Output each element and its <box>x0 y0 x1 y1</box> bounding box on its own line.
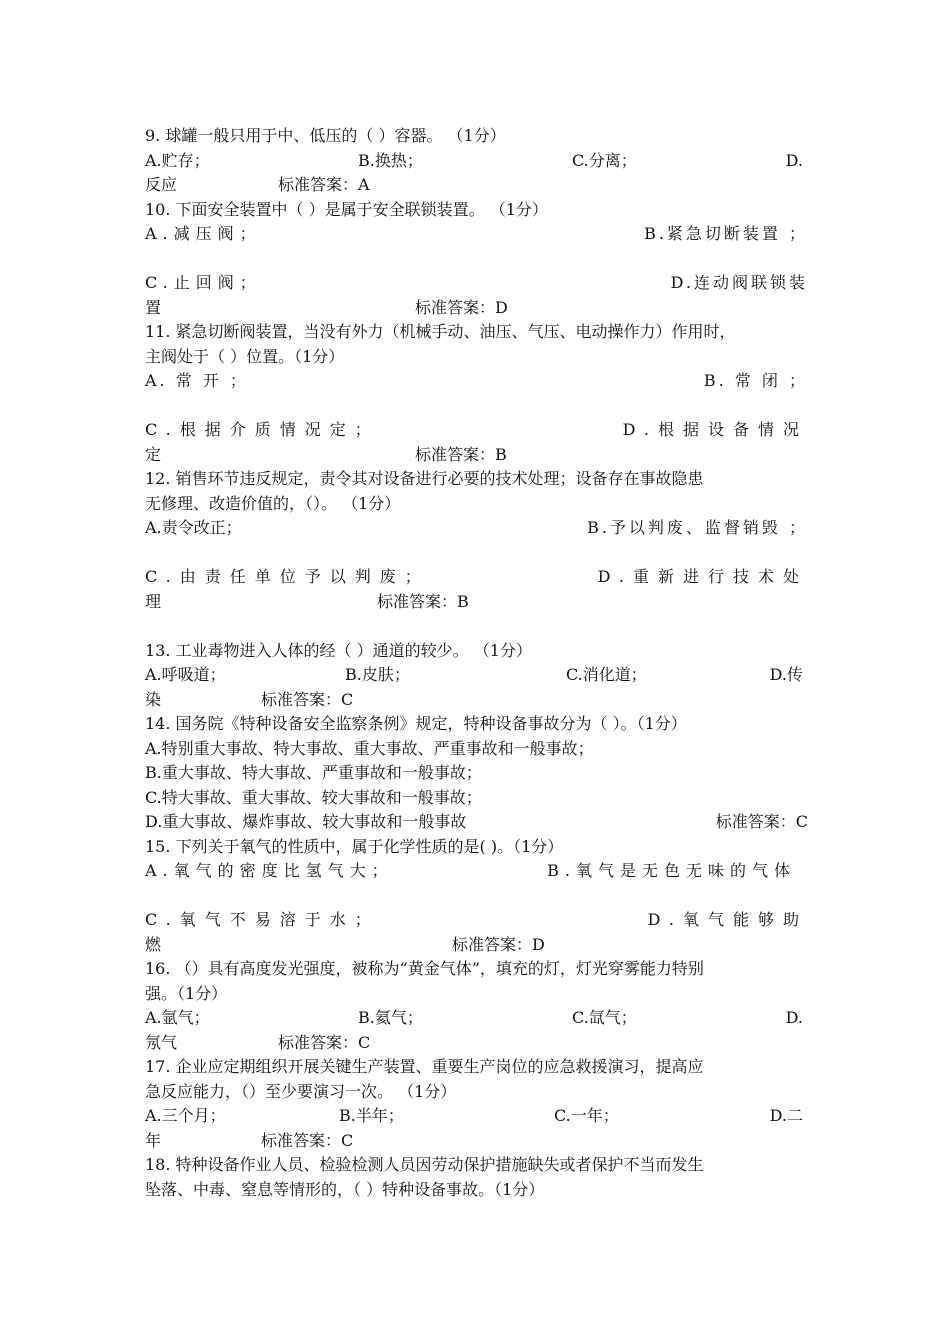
standard-answer: 标准答案：C <box>261 689 354 709</box>
spacer <box>145 394 808 419</box>
question-17-text-2: 急反应能力，（）至少要演习一次。 （1分） <box>145 1081 457 1101</box>
standard-answer: 标准答案：D <box>415 297 508 317</box>
question-15-text: 15. 下列关于氧气的性质中，属于化学性质的是( )。（1分） <box>145 836 564 856</box>
question-12-text-2: 无修理、改造价值的，（）。 （1分） <box>145 493 401 513</box>
option-d: D.重新进行技术处 <box>597 567 808 586</box>
standard-answer: 标准答案：C <box>278 1032 371 1052</box>
option-a: A.特别重大事故、特大事故、重大事故、严重事故和一般事故； <box>145 738 594 758</box>
question-15-options-cd <box>145 908 808 933</box>
question-12-options-cd <box>145 565 808 590</box>
question-16-options <box>145 1006 808 1031</box>
option-d-continued: 染 <box>145 689 162 709</box>
option-c: C.氙气； <box>572 1008 637 1027</box>
option-c: C.分离； <box>572 150 637 170</box>
spacer <box>145 884 808 909</box>
question-17-text-1: 17. 企业应定期组织开展关键生产装置、重要生产岗位的应急救援演习，提高应 <box>145 1057 704 1076</box>
question-18-text-2: 坠落、中毒、窒息等情形的，（ ）特种设备事故。（1分） <box>145 1179 545 1199</box>
question-16-answer-line <box>145 1031 808 1056</box>
option-b: B.紧急切断装置 ； <box>644 224 808 243</box>
question-11-text-2: 主阀处于（ ）位置。（1分） <box>145 346 345 366</box>
option-d-continued: 理 <box>145 591 162 611</box>
option-a: A.减压阀； <box>145 224 262 243</box>
option-d-continued: 氖气 <box>145 1032 178 1052</box>
question-16-text-1: 16. （）具有高度发光强度，被称为“黄金气体”，填充的灯，灯光穿雾能力特别 <box>145 959 704 978</box>
standard-answer: 标准答案：B <box>377 591 469 611</box>
standard-answer: 标准答案：C <box>715 812 808 831</box>
option-c: C.由责任单位予以判废； <box>145 567 430 586</box>
standard-answer: 标准答案：D <box>452 934 545 954</box>
question-14-text: 14. 国务院《特种设备安全监察条例》规定，特种设备事故分为（ ）。（1分） <box>145 714 687 733</box>
option-b: B.氦气； <box>358 1008 423 1027</box>
option-b: B. 常 闭 ； <box>703 371 808 390</box>
option-a: A.呼吸道； <box>145 665 226 684</box>
option-d-continued: 燃 <box>145 934 162 954</box>
question-9-text: 9. 球罐一般只用于中、低压的（ ）容器。 （1分） <box>145 126 506 145</box>
question-9-options <box>145 149 808 174</box>
question-10-text: 10. 下面安全装置中（ ）是属于安全联锁装置。 （1分） <box>145 199 548 219</box>
option-b: B.予以判废、监督销毁 ； <box>587 518 808 537</box>
option-c: C.消化道； <box>566 665 647 684</box>
option-c: C.一年； <box>554 1106 619 1125</box>
document-page <box>145 124 808 1202</box>
option-a: A.三个月； <box>145 1106 226 1125</box>
question-13-options <box>145 663 808 688</box>
option-d: D.根据设备情况 <box>622 420 808 439</box>
option-b: B.半年； <box>339 1106 404 1125</box>
option-d: D.氧气能够助 <box>647 910 808 929</box>
question-10-options-ab <box>145 222 808 247</box>
question-15-options-ab <box>145 859 808 884</box>
question-11-text-1: 11. 紧急切断阀装置，当没有外力（机械手动、油压、气压、电动操作力）作用时， <box>145 322 736 341</box>
option-b: B.换热； <box>358 150 423 170</box>
question-12-answer-line <box>145 590 808 615</box>
option-b: B.重大事故、特大事故、严重事故和一般事故； <box>145 763 482 782</box>
standard-answer: 标准答案：B <box>415 444 507 464</box>
question-17-answer-line <box>145 1129 808 1154</box>
question-13-answer-line <box>145 688 808 713</box>
question-17-options <box>145 1104 808 1129</box>
option-d-continued: 置 <box>145 297 162 317</box>
spacer <box>145 541 808 566</box>
option-a: A.贮存； <box>145 150 210 170</box>
standard-answer: 标准答案：C <box>261 1130 354 1150</box>
option-d: D.重大事故、爆炸事故、较大事故和一般事故 <box>145 812 467 831</box>
option-d: D.二 <box>769 1106 803 1125</box>
option-d-continued: 定 <box>145 444 162 464</box>
question-16-text-2: 强。（1分） <box>145 983 228 1003</box>
option-c: C.根据介质情况定； <box>145 420 380 439</box>
option-d: D. <box>785 1008 803 1027</box>
option-c: C.止回阀； <box>145 273 262 292</box>
option-d: D.传 <box>769 665 803 684</box>
option-d: D. <box>785 150 803 170</box>
question-14-option-d-line <box>145 810 808 835</box>
question-12-text-1: 12. 销售环节违反规定，责令其对设备进行必要的技术处理；设备存在事故隐患 <box>145 469 704 488</box>
question-12-options-ab <box>145 516 808 541</box>
option-a: A.氩气； <box>145 1008 210 1027</box>
question-10-answer-line <box>145 296 808 321</box>
question-11-options-cd <box>145 418 808 443</box>
option-a: A.责令改正； <box>145 518 242 537</box>
question-9-answer-line <box>145 173 808 198</box>
option-c: C.特大事故、重大事故、较大事故和一般事故； <box>145 787 482 807</box>
option-a: A.氧气的密度比氢气大； <box>145 861 394 880</box>
spacer <box>145 614 808 639</box>
question-11-answer-line <box>145 443 808 468</box>
question-15-answer-line <box>145 933 808 958</box>
standard-answer: 标准答案：A <box>278 175 370 194</box>
option-c: C.氧气不易溶于水； <box>145 910 380 929</box>
question-11-options-ab <box>145 369 808 394</box>
option-b: B.皮肤； <box>345 665 410 684</box>
question-10-options-cd <box>145 271 808 296</box>
option-d-continued: 年 <box>145 1130 162 1150</box>
option-b: B.氧气是无色无味的气体 <box>547 861 796 880</box>
spacer <box>145 247 808 272</box>
option-a: A. 常 开 ； <box>145 371 249 390</box>
question-18-text-1: 18. 特种设备作业人员、检验检测人员因劳动保护措施缺失或者保护不当而发生 <box>145 1155 704 1174</box>
option-d-continued: 反应 <box>145 175 178 194</box>
question-13-text: 13. 工业毒物进入人体的经（ ）通道的较少。 （1分） <box>145 640 532 660</box>
option-d: D.连动阀联锁装 <box>670 273 808 292</box>
